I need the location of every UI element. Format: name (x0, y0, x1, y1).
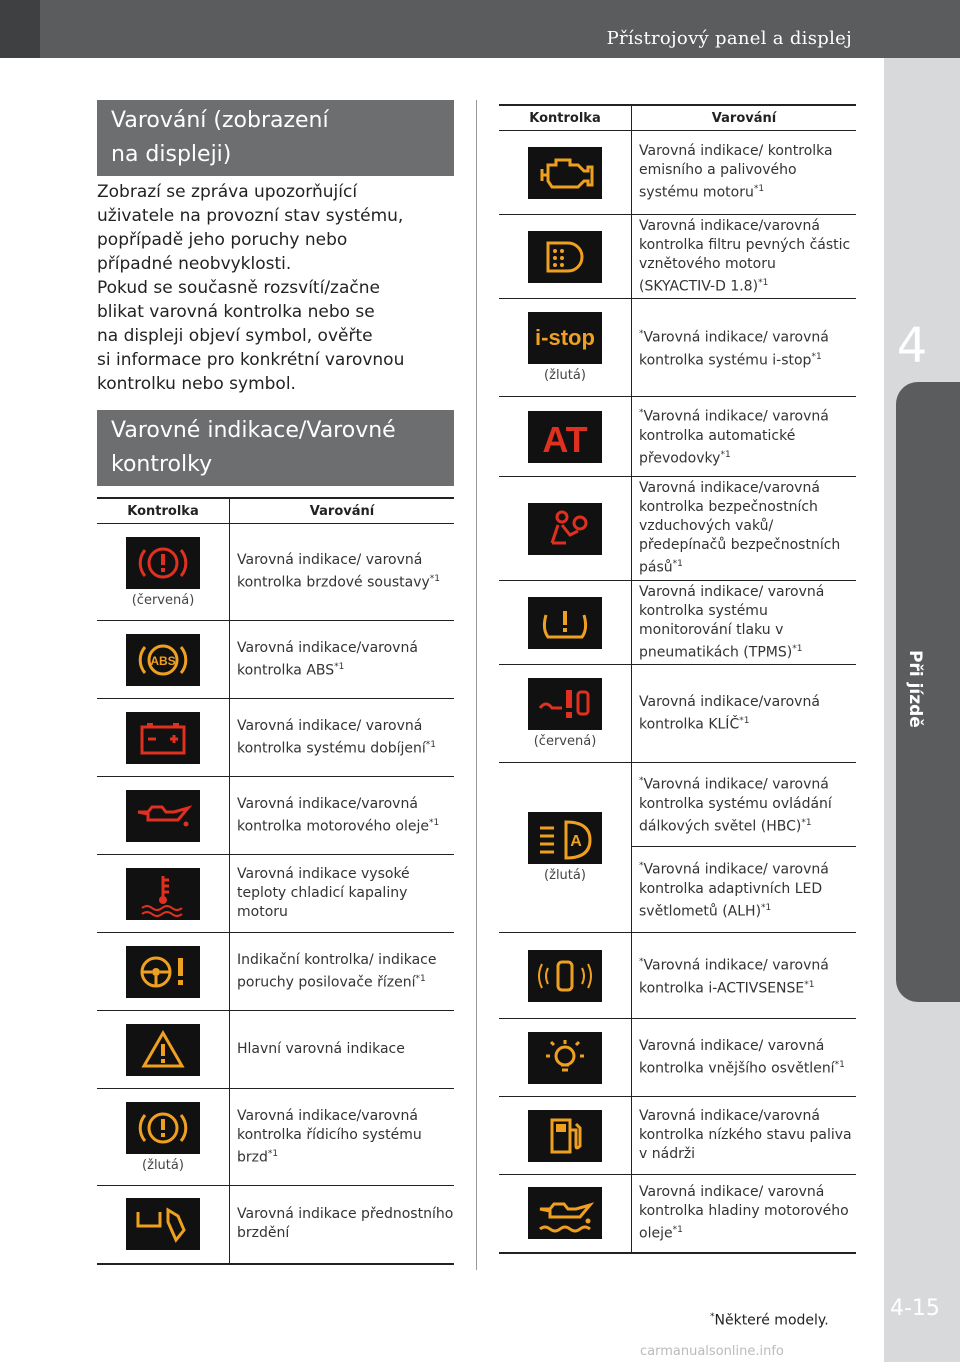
footnote-ref: *1 (334, 661, 345, 672)
model-note-mark: * (639, 861, 644, 872)
svg-text:ABS: ABS (150, 653, 176, 668)
warning-row (97, 933, 454, 1011)
col-header-warning: Varování (632, 105, 857, 131)
warning-table-right (499, 104, 856, 1254)
warning-row (499, 1019, 856, 1097)
footnote-ref: *1 (415, 973, 426, 984)
warning-description (230, 1011, 455, 1089)
watermark: carmanualsonline.info (640, 1344, 784, 1359)
warning-description (230, 933, 455, 1011)
warning-row (499, 1175, 856, 1253)
tpms-icon (528, 597, 602, 649)
brake-warning-icon (126, 537, 200, 589)
oil-level-icon (528, 1187, 602, 1239)
indicator-cell (499, 1019, 632, 1097)
footnote-ref: *1 (834, 1059, 845, 1070)
hbc-icon (528, 812, 602, 864)
intro-line: případné neobvyklosti. (97, 254, 292, 274)
footnote-ref: *1 (425, 739, 436, 750)
footnote-ref: *1 (758, 277, 769, 288)
warning-text: Hlavní varovná indikace (237, 1041, 405, 1057)
warning-text: Varovná indikace/varovná kontrolka bezpečnostních vzduchových vaků/ předepínačů bezpečnostních pásů (639, 480, 841, 576)
intro-line: na displeji objeví symbol, ověřte (97, 326, 373, 346)
warning-text: Varovná indikace/varovná kontrolka řídicího systému brzd (237, 1107, 422, 1166)
warning-row (97, 777, 454, 855)
indicator-cell (97, 1089, 230, 1186)
warning-table-left (97, 497, 454, 1265)
warning-text: Varovná indikace/varovná kontrolka motorového oleje (237, 795, 429, 835)
col-header-indicator: Kontrolka (499, 105, 632, 131)
indicator-cell (499, 581, 632, 665)
section-title-line1: Varování (zobrazení (111, 108, 329, 133)
warning-text: Varovná indikace vysoké teploty chladicí kapaliny motoru (237, 866, 410, 920)
indicator-cell (97, 1011, 230, 1089)
page-number: 4-15 (890, 1296, 940, 1321)
footnote-ref: *1 (429, 574, 441, 585)
col-header-warning: Varování (230, 498, 455, 524)
at-icon (528, 411, 602, 463)
section-title-line2: kontrolky (111, 452, 213, 477)
indicator-cell (97, 777, 230, 855)
airbag-icon (528, 503, 602, 555)
key-icon (528, 678, 602, 730)
indicator-cell (97, 699, 230, 777)
intro-paragraph (97, 180, 447, 396)
warning-text: Varovná indikace/varovná kontrolka KLÍČ (639, 693, 820, 733)
indicator-cell (97, 524, 230, 621)
section-title-line1: Varovné indikace/Varovné (111, 418, 396, 443)
intro-line: Zobrazí se zpráva upozorňující (97, 182, 358, 202)
footnote-ref: *1 (720, 450, 731, 460)
warning-description (632, 131, 857, 215)
warning-text: Varovná indikace/varovná kontrolka ABS (237, 639, 418, 679)
warning-description (632, 763, 857, 847)
footnote-ref: *1 (811, 351, 822, 362)
engine-icon (528, 147, 602, 199)
warning-row (499, 933, 856, 1019)
indicator-cell (499, 1175, 632, 1253)
warning-description (632, 1175, 857, 1253)
intro-line: uživatele na provozní stav systému, (97, 206, 404, 226)
indicator-cell (499, 477, 632, 581)
indicator-cell (499, 215, 632, 299)
warning-text: Varovná indikace/ varovná kontrolka brzdové soustavy (237, 552, 430, 591)
section-title-warnings (97, 410, 454, 486)
warning-row (499, 477, 856, 581)
indicator-cell (499, 763, 632, 933)
indicator-color-note: (žlutá) (142, 1157, 184, 1173)
brake-override-icon (126, 1198, 200, 1250)
warning-row (97, 524, 454, 621)
footnote (710, 1312, 829, 1329)
warning-text: Varovná indikace/varovná kontrolka nízkého stavu paliva v nádrži (639, 1108, 852, 1162)
warning-row (499, 215, 856, 299)
warning-description (632, 299, 857, 397)
warning-description (230, 1186, 455, 1264)
section-title-line2: na displeji) (111, 142, 232, 167)
warning-description (632, 215, 857, 299)
diesel-filter-icon (528, 231, 602, 283)
warning-row (97, 699, 454, 777)
warning-text: Indikační kontrolka/ indikace poruchy posilovače řízení (237, 951, 437, 991)
indicator-cell (499, 665, 632, 763)
col-header-indicator: Kontrolka (97, 498, 230, 524)
warning-description (632, 397, 857, 477)
warning-description (230, 621, 455, 699)
footnote-ref: *1 (672, 559, 683, 570)
svg-text:AT: AT (542, 418, 588, 460)
steering-warning-icon (126, 946, 200, 998)
warning-description (230, 524, 455, 621)
battery-icon (126, 712, 200, 764)
warning-text: Varovná indikace/ varovná kontrolka vnějšího osvětlení (639, 1037, 835, 1077)
warning-text: Varovná indikace/ varovná kontrolka automatické převodovky (639, 409, 829, 467)
intro-line: si informace pro konkrétní varovnou (97, 350, 405, 370)
footnote-ref: *1 (672, 1224, 683, 1235)
indicator-cell (499, 1097, 632, 1175)
warning-row (499, 397, 856, 477)
indicator-cell (97, 855, 230, 933)
intro-line: Pokud se současně rozsvítí/začne (97, 278, 380, 298)
column-divider (476, 100, 477, 1270)
indicator-cell (499, 933, 632, 1019)
svg-text:A: A (570, 833, 582, 850)
warning-description (230, 855, 455, 933)
warning-row (97, 621, 454, 699)
warning-row (97, 855, 454, 933)
warning-description (632, 665, 857, 763)
footnote-ref: *1 (761, 903, 772, 913)
footnote-mark: * (710, 1312, 715, 1322)
footnote-ref: *1 (739, 715, 750, 726)
warning-text: Varovná indikace/ kontrolka emisního a palivového systému motoru (639, 143, 833, 201)
indicator-color-note: (červená) (533, 734, 597, 749)
fuel-icon (528, 1110, 602, 1162)
model-note-mark: * (639, 328, 644, 339)
warning-row (97, 1186, 454, 1264)
warning-text: Varovná indikace přednostního brzdění (237, 1206, 454, 1242)
brake-control-icon (126, 1102, 200, 1154)
indicator-cell (499, 131, 632, 215)
indicator-color-note: (červená) (131, 592, 195, 608)
svg-text:i-stop: i-stop (535, 325, 595, 350)
intro-line: kontrolku nebo symbol. (97, 374, 296, 394)
warning-description (230, 699, 455, 777)
warning-text: Varovná indikace/varovná kontrolka filtru pevných částic vznětového motoru (SKYACTIV-D 1.8) (639, 217, 851, 295)
warning-description (230, 1089, 455, 1186)
warning-description (632, 847, 857, 933)
footnote-ref: *1 (801, 818, 812, 828)
oil-can-icon (126, 790, 200, 842)
indicator-cell (499, 397, 632, 477)
warning-row (499, 581, 856, 665)
chapter-number: 4 (896, 318, 928, 374)
indicator-color-note: (žlutá) (544, 368, 586, 383)
model-note-mark: * (639, 956, 644, 967)
indicator-cell (97, 621, 230, 699)
warning-text: Varovná indikace/ varovná kontrolka systému ovládání dálkových světel (HBC) (639, 777, 832, 835)
abs-icon (126, 634, 200, 686)
intro-line: popřípadě jeho poruchy nebo (97, 230, 348, 250)
warning-description (632, 581, 857, 665)
footnote-ref: *1 (753, 184, 765, 195)
warning-description (632, 1097, 857, 1175)
footnote-ref: *1 (792, 643, 803, 654)
warning-text: Varovná indikace/ varovná kontrolka systému monitorování tlaku v pneumatikách (TPMS) (639, 583, 825, 661)
footnote-ref: *1 (428, 817, 440, 828)
header-fold (0, 0, 40, 58)
warning-description (632, 1019, 857, 1097)
warning-row (499, 131, 856, 215)
warning-text: Varovná indikace/ varovná kontrolka i-ACTIVSENSE (639, 957, 829, 997)
warning-text: Varovná indikace/ varovná kontrolka hladiny motorového oleje (639, 1183, 849, 1242)
warning-description (632, 477, 857, 581)
i-stop-icon (528, 312, 602, 364)
model-note-mark: * (639, 408, 644, 419)
i-activsense-icon (528, 950, 602, 1002)
chapter-name: Při jízdě (905, 650, 925, 728)
indicator-cell (97, 1186, 230, 1264)
footnote-text: Některé modely. (714, 1312, 829, 1329)
warning-text: Varovná indikace/ varovná kontrolka systému i-stop (639, 329, 829, 369)
warning-row (97, 1089, 454, 1186)
model-note-mark: * (639, 776, 644, 787)
intro-line: blikat varovná kontrolka nebo se (97, 302, 375, 322)
header-title: Přístrojový panel a displej (606, 28, 852, 49)
warning-text: Varovná indikace/ varovná kontrolka systému dobíjení (237, 717, 426, 757)
footnote-ref: *1 (267, 1148, 279, 1159)
warning-description (230, 777, 455, 855)
warning-text: Varovná indikace/ varovná kontrolka adaptivních LED světlometů (ALH) (639, 862, 829, 920)
exterior-light-icon (528, 1032, 602, 1084)
warning-row (97, 1011, 454, 1089)
footnote-ref: *1 (804, 979, 815, 990)
warning-row (499, 299, 856, 397)
warning-description (632, 933, 857, 1019)
indicator-cell (499, 299, 632, 397)
coolant-temp-icon (126, 868, 200, 920)
warning-row (499, 1097, 856, 1175)
section-title-display (97, 100, 454, 176)
warning-row (499, 763, 856, 847)
warning-row (499, 665, 856, 763)
master-warning-icon (126, 1024, 200, 1076)
indicator-color-note: (žlutá) (544, 868, 586, 883)
indicator-cell (97, 933, 230, 1011)
